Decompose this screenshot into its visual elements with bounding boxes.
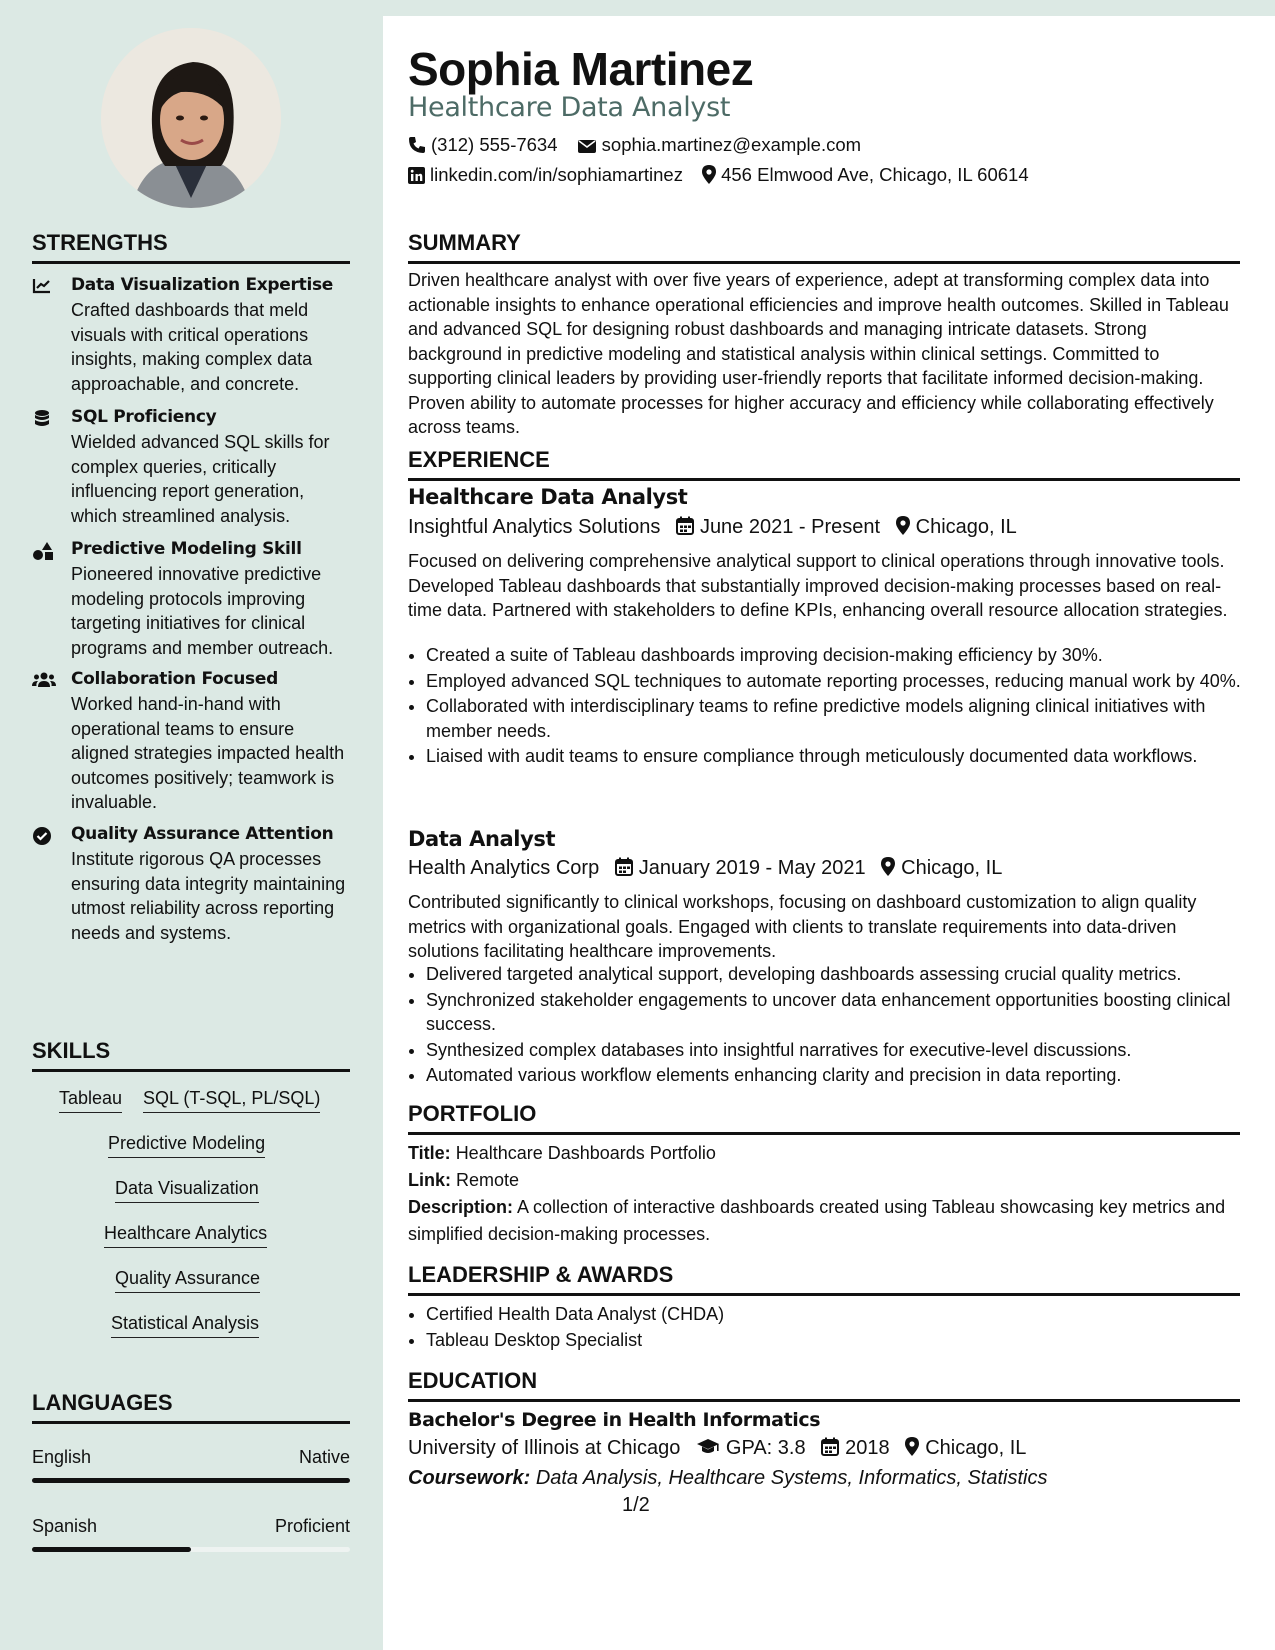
skill-tag: Tableau [59, 1088, 122, 1113]
linkedin-icon [408, 167, 425, 189]
language-name: Spanish [32, 1516, 98, 1536]
language-level: Native [298, 1447, 350, 1467]
job-dates: January 2019 - May 2021 [638, 857, 866, 879]
language-proficiency-fill [32, 1478, 350, 1483]
skill-tag: Data Visualization [115, 1178, 259, 1203]
awards-heading: LEADERSHIP & AWARDS [408, 1262, 1240, 1296]
portfolio-description [408, 1194, 1240, 1248]
email-text[interactable]: sophia.martinez@example.com [601, 134, 862, 155]
strength-title: Predictive Modeling Skill [71, 539, 302, 559]
graduation-year: 2018 [845, 1437, 890, 1459]
skills-heading: SKILLS [32, 1038, 350, 1072]
calendar-icon [676, 516, 694, 541]
portfolio-link [408, 1167, 1240, 1194]
experience-heading: EXPERIENCE [408, 447, 1240, 481]
check-circle-icon [32, 826, 54, 846]
job-description: Contributed significantly to clinical workshops, focusing on dashboard customization to align quality metrics with organizational goals. Engaged with clients to translate requirements into data-driven solutions facilitating healthcare improvements. [408, 892, 1197, 961]
database-icon [32, 409, 54, 429]
job-location: Chicago, IL [915, 516, 1017, 538]
strength-desc: Institute rigorous QA processes ensuring data integrity maintaining utmost reliability across reporting needs and systems. [71, 849, 346, 943]
skill-tag: Quality Assurance [115, 1268, 260, 1293]
graduation-cap-icon [696, 1438, 720, 1462]
strength-title: Collaboration Focused [71, 669, 278, 689]
page-indicator: 1/2 [622, 1494, 650, 1516]
strength-title: SQL Proficiency [71, 407, 217, 427]
strength-item [32, 406, 352, 528]
strength-title: Quality Assurance Attention [71, 824, 334, 844]
summary-text: Driven healthcare analyst with over five years of experience, adept at transforming complex data into actionable insights to enhance operational efficiencies and improve health outcomes. Skilled in Tableau and advanced SQL for designing robust dashboards and managing intricate datasets. Strong background in predictive modeling and statistical analysis within clinical settings. Committed to supporting clinical leaders by providing user-friendly reports that facilitate informed decision-making. Proven ability to automate processes for higher accuracy and efficiency while collaborating effectively across teams. [408, 270, 1229, 437]
coursework-list: Data Analysis, Healthcare Systems, Informatics, Statistics [535, 1467, 1048, 1489]
linkedin-text[interactable]: linkedin.com/in/sophiamartinez [430, 164, 683, 185]
location-pin-icon [896, 516, 910, 541]
job-role: Healthcare Data Analyst [408, 485, 688, 509]
strength-desc: Crafted dashboards that meld visuals with critical operations insights, making complex data approachable, and concrete. [71, 300, 313, 394]
skill-tag: Statistical Analysis [111, 1313, 259, 1338]
field-label: Description: [408, 1197, 514, 1217]
contact-line [408, 164, 1029, 189]
email-icon [577, 137, 597, 159]
coursework-label: Coursework: [408, 1467, 531, 1489]
strength-item [32, 538, 352, 660]
gpa: GPA: 3.8 [725, 1437, 806, 1459]
skill-tag: Healthcare Analytics [104, 1223, 267, 1248]
list-item: • Synthesized complex databases into insightful narratives for executive-level discussions. [426, 1038, 1258, 1063]
education-heading: EDUCATION [408, 1368, 1240, 1402]
field-label: Title: [408, 1143, 451, 1163]
company-name: Health Analytics Corp [408, 857, 600, 879]
field-value: Healthcare Dashboards Portfolio [455, 1143, 716, 1163]
language-name: English [32, 1447, 92, 1467]
line-chart-icon [32, 277, 54, 297]
contact-line [408, 134, 861, 159]
job-meta [408, 857, 1002, 882]
strength-desc: Wielded advanced SQL skills for complex queries, critically influencing report generation, which streamlined analysis. [71, 432, 330, 526]
calendar-icon [821, 1437, 839, 1462]
avatar [101, 28, 281, 208]
list-item: • Synchronized stakeholder engagements to uncover data enhancement opportunities boosting clinical success. [426, 988, 1258, 1037]
company-name: Insightful Analytics Solutions [408, 516, 661, 538]
coursework [408, 1467, 1047, 1490]
language-row [32, 1516, 350, 1537]
education-location: Chicago, IL [925, 1437, 1027, 1459]
field-value: A collection of interactive dashboards created using Tableau showcasing key metrics and simplified decision-making processes. [408, 1197, 1226, 1244]
awards-list [408, 1302, 1258, 1353]
main-content [383, 16, 1275, 1650]
job-description: Focused on delivering comprehensive analytical support to clinical operations through innovative tools. Developed Tableau dashboards that substantially improved decision-making processes based on real-time data. Partnered with stakeholders to define KPIs, enhancing overall resource allocation strategies. [408, 551, 1228, 620]
list-item: • Collaborated with interdisciplinary teams to refine predictive models aligning clinical initiatives with member needs. [426, 694, 1258, 743]
school-name: University of Illinois at Chicago [408, 1437, 681, 1459]
language-row [32, 1447, 350, 1468]
education-meta [408, 1437, 1026, 1462]
job-title: Healthcare Data Analyst [408, 92, 731, 123]
skill-tag: Predictive Modeling [108, 1133, 265, 1158]
phone-text: (312) 555-7634 [431, 134, 558, 155]
strength-title: Data Visualization Expertise [71, 275, 334, 295]
job-role: Data Analyst [408, 827, 556, 851]
field-label: Link: [408, 1170, 451, 1190]
job-bullets [408, 643, 1258, 770]
list-item: • Automated various workflow elements enhancing clarity and precision in data reporting. [426, 1063, 1258, 1088]
list-item: • Delivered targeted analytical support, developing dashboards assessing crucial quality metrics. [426, 962, 1258, 987]
strength-desc: Pioneered innovative predictive modeling protocols improving targeting initiatives for clinical programs and member outreach. [71, 564, 334, 658]
job-dates: June 2021 - Present [699, 516, 881, 538]
strengths-heading: STRENGTHS [32, 230, 350, 264]
list-item: • Tableau Desktop Specialist [426, 1328, 1258, 1353]
strength-item [32, 823, 352, 945]
list-item: • Employed advanced SQL techniques to automate reporting processes, reducing manual work by 40%. [426, 669, 1258, 694]
strength-item [32, 668, 352, 815]
portfolio-title [408, 1140, 1240, 1167]
job-location: Chicago, IL [901, 857, 1003, 879]
portfolio-heading: PORTFOLIO [408, 1101, 1240, 1135]
degree-title: Bachelor's Degree in Health Informatics [408, 1409, 821, 1431]
person-name: Sophia Martinez [408, 43, 754, 95]
job-meta [408, 516, 1017, 541]
language-level: Proficient [274, 1516, 350, 1536]
list-item: • Certified Health Data Analyst (CHDA) [426, 1302, 1258, 1327]
address-text: 456 Elmwood Ave, Chicago, IL 60614 [721, 164, 1029, 185]
shapes-icon [32, 541, 54, 561]
language-proficiency-bar [32, 1478, 350, 1483]
field-value: Remote [456, 1170, 520, 1190]
summary-heading: SUMMARY [408, 230, 1240, 264]
strength-item [32, 274, 352, 396]
languages-heading: LANGUAGES [32, 1390, 350, 1424]
strength-desc: Worked hand-in-hand with operational teams to ensure aligned strategies impacted health outcomes positively; teamwork is invaluable. [71, 694, 345, 812]
location-pin-icon [881, 857, 895, 882]
location-pin-icon [905, 1437, 919, 1462]
job-bullets [408, 962, 1258, 1089]
sidebar [0, 0, 383, 1650]
location-pin-icon [702, 165, 716, 189]
language-proficiency-bar [32, 1547, 350, 1552]
skill-tag: SQL (T-SQL, PL/SQL) [143, 1088, 320, 1113]
list-item: • Liaised with audit teams to ensure compliance through meticulously documented data workflows. [426, 744, 1258, 769]
users-icon [32, 671, 54, 691]
phone-icon [408, 136, 426, 159]
list-item: • Created a suite of Tableau dashboards improving decision-making efficiency by 30%. [426, 643, 1258, 668]
language-proficiency-fill [32, 1547, 191, 1552]
calendar-icon [615, 857, 633, 882]
